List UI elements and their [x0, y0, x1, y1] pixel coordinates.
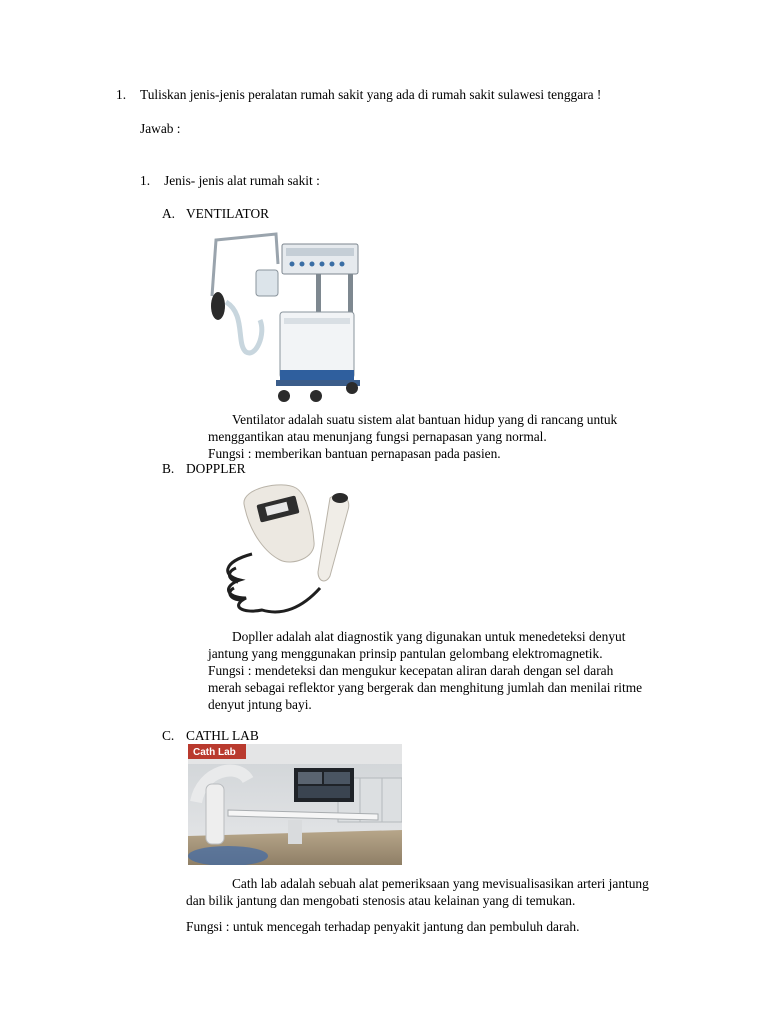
question-number: 1. — [116, 87, 127, 102]
answer-label: Jawab : — [140, 121, 181, 136]
item-description-line: Dopller adalah alat diagnostik yang digunakan untuk menedeteksi denyut — [232, 629, 626, 644]
item-function: Fungsi : mendeteksi dan mengukur kecepatan aliran darah dengan sel darah — [208, 663, 614, 678]
item-title: DOPPLER — [186, 461, 246, 476]
doppler-image — [222, 476, 362, 620]
item-function: Fungsi : untuk mencegah terhadap penyakit jantung dan pembuluh darah. — [186, 919, 580, 934]
cath-lab-image — [188, 744, 402, 865]
item-description-line: denyut jntung bayi. — [208, 697, 312, 712]
item-function: Fungsi : memberikan bantuan pernapasan pada pasien. — [208, 446, 501, 461]
cath-lab-image-caption: Cath Lab — [193, 747, 236, 758]
item-title: VENTILATOR — [186, 206, 270, 221]
sub-list-text: Jenis- jenis alat rumah sakit : — [164, 173, 320, 188]
question-text: Tuliskan jenis-jenis peralatan rumah sakit yang ada di rumah sakit sulawesi tenggara ! — [140, 87, 602, 102]
item-letter: C. — [162, 728, 175, 743]
item-description-line: Ventilator adalah suatu sistem alat bantuan hidup yang di rancang untuk — [232, 412, 618, 427]
ventilator-image — [206, 224, 368, 412]
item-description-line: menggantikan atau menunjang fungsi pernapasan yang normal. — [208, 429, 547, 444]
item-description-line: merah sebagai reflektor yang bergerak dan menghitung jumlah dan menilai ritme — [208, 680, 643, 695]
item-letter: B. — [162, 461, 175, 476]
item-description-line: jantung yang menggunakan prinsip pantulan gelombang elektromagnetik. — [208, 646, 603, 661]
item-description-line: Cath lab adalah sebuah alat pemeriksaan yang mevisualisasikan arteri jantung — [232, 876, 649, 891]
sub-list-number: 1. — [140, 173, 151, 188]
item-description-line: dan bilik jantung dan mengobati stenosis atau kelainan yang di temukan. — [186, 893, 576, 908]
item-letter: A. — [162, 206, 176, 221]
item-title: CATHL LAB — [186, 728, 259, 743]
